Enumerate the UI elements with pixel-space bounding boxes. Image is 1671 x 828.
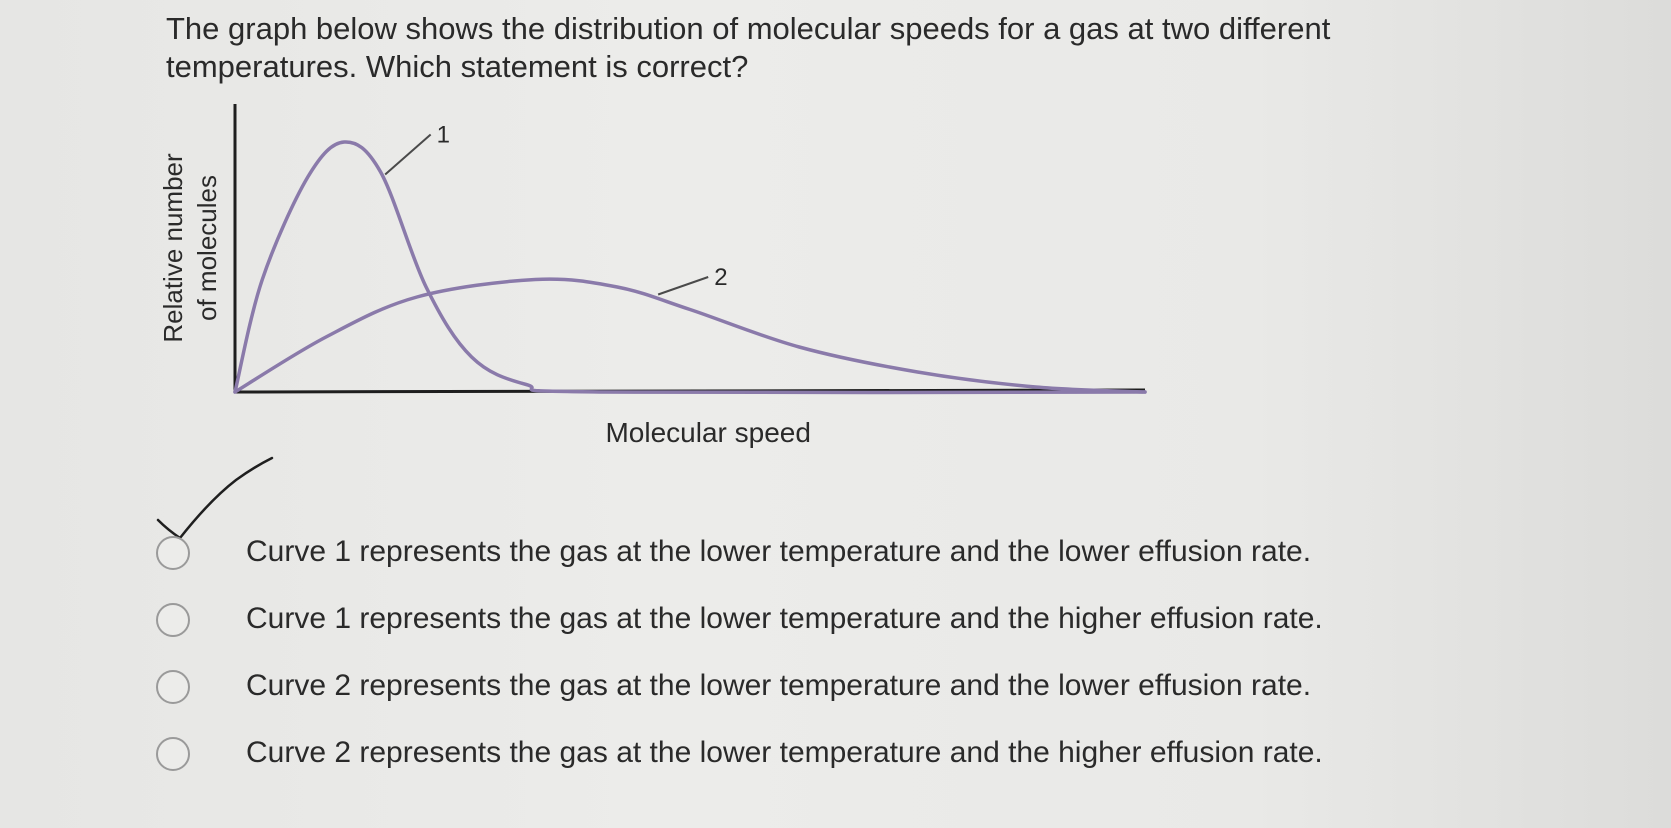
answer-choices (150, 530, 1530, 798)
series-curve-1 (235, 142, 1145, 393)
y-axis-label-line-1: Relative number (158, 153, 188, 343)
series-label-1: 1 (436, 121, 451, 149)
series-label-2: 2 (714, 264, 728, 291)
speed-distribution-chart (150, 100, 1240, 500)
y-axis-label-line-2: of molecules (192, 175, 222, 321)
choice-3[interactable] (150, 664, 1530, 731)
leader-line-1 (385, 135, 431, 175)
x-axis-label: Molecular speed (605, 417, 811, 448)
choice-label-2: Curve 1 represents the gas at the lower temperature and the higher effusion rate. (246, 602, 1323, 635)
radio-circle-icon[interactable] (156, 737, 190, 771)
choice-label-4: Curve 2 represents the gas at the lower temperature and the higher effusion rate. (246, 736, 1323, 769)
leader-line-2 (658, 277, 708, 295)
choice-2[interactable] (150, 597, 1530, 664)
choice-label-1: Curve 1 represents the gas at the lower temperature and the lower effusion rate. (246, 535, 1312, 568)
choice-1[interactable] (150, 530, 1530, 597)
choice-label-3: Curve 2 represents the gas at the lower temperature and the lower effusion rate. (246, 669, 1312, 702)
radio-circle-icon[interactable] (156, 603, 190, 637)
y-axis-label (158, 153, 222, 343)
chart-svg (150, 100, 1240, 500)
series-layer (235, 135, 1145, 393)
choice-4[interactable] (150, 731, 1530, 798)
radio-circle-icon[interactable] (156, 536, 190, 570)
question-text: The graph below shows the distribution of molecular speeds for a gas at two different temperatures. Which statement is correct? (166, 11, 1331, 84)
radio-circle-icon[interactable] (156, 670, 190, 704)
series-curve-2 (235, 279, 1145, 392)
